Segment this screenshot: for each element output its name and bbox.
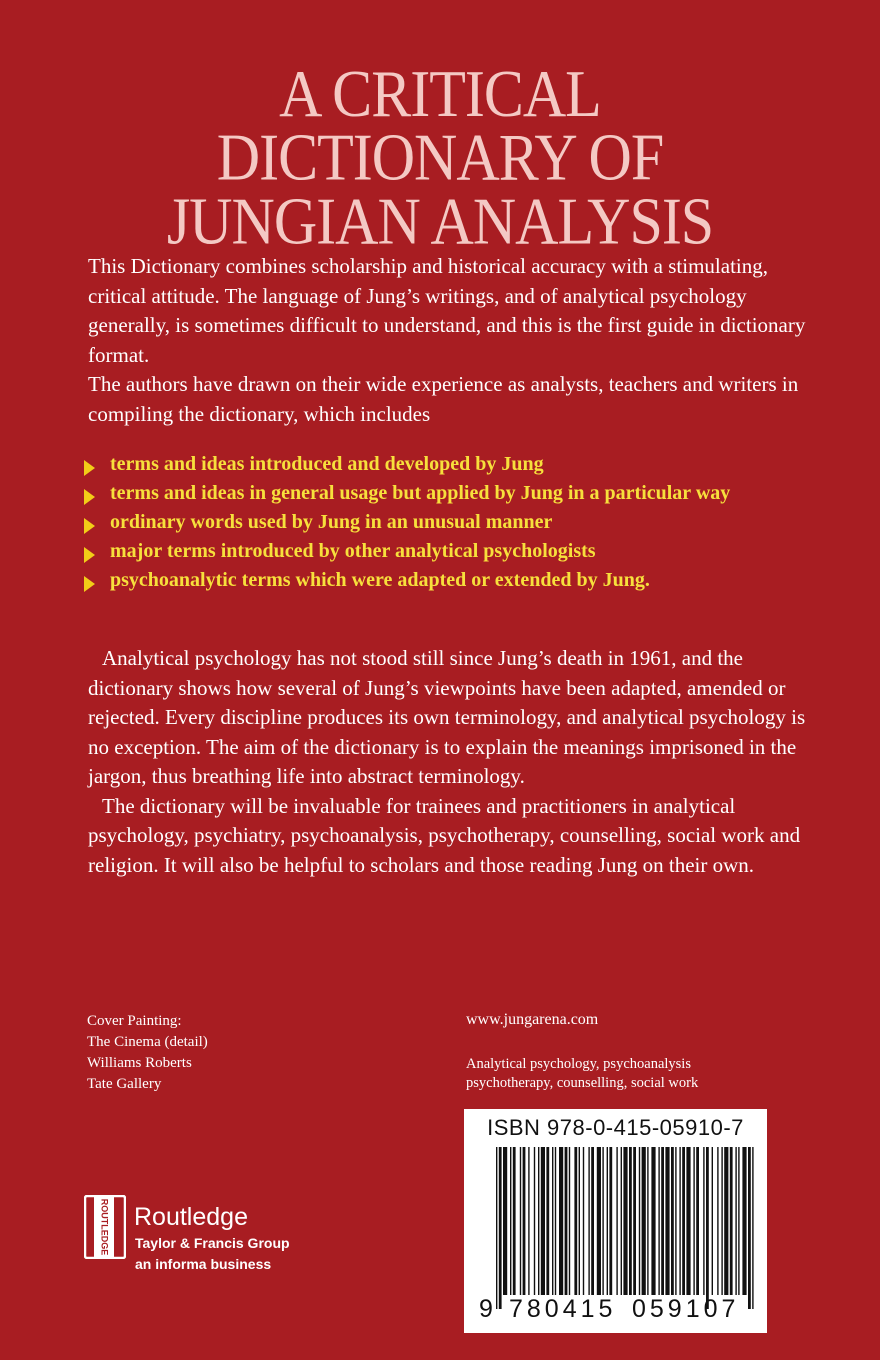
barcode-bar [621,1147,622,1295]
barcode-bar [569,1147,570,1295]
barcode-bar [499,1147,502,1309]
barcode-bar [651,1147,655,1295]
list-item-text: major terms introduced by other analytical psychologists [110,540,596,562]
subject-line-2: psychotherapy, counselling, social work [466,1075,699,1091]
barcode-bar [639,1147,640,1295]
barcode-bar [706,1147,709,1309]
list-item [84,508,804,537]
book-title [0,56,880,258]
barcode-bar [717,1147,718,1295]
barcode-bar [510,1147,511,1295]
subject-line-1: Analytical psychology, psychoanalysis [466,1056,691,1072]
barcode-bar [555,1147,556,1295]
barcode-bar [742,1147,746,1295]
routledge-vertical-mark: ROUTLEDGE [99,1198,110,1256]
barcode-bar [574,1147,577,1295]
barcode-bar [647,1147,648,1295]
barcode-bar [546,1147,549,1295]
barcode-bar [724,1147,728,1295]
routledge-logo-icon [84,1195,126,1259]
barcode-bar [538,1147,539,1295]
barcode-bar [748,1147,751,1309]
intro-text [88,252,808,429]
barcode-first-digit: 9 [479,1295,493,1323]
barcode-bar [752,1147,753,1309]
barcode-bar [503,1147,507,1295]
list-item-text: psychoanalytic terms which were adapted or extended by Jung. [110,569,650,591]
barcode-bar [665,1147,669,1295]
subject-categories [466,1055,698,1093]
list-item-text: terms and ideas introduced and developed by Jung [110,453,544,475]
barcode-bar [671,1147,674,1295]
barcode-bar [552,1147,553,1295]
barcode-group-1: 780415 [509,1295,617,1323]
barcode-bar [559,1147,563,1295]
barcode-bar [602,1147,603,1295]
list-item-text: ordinary words used by Jung in an unusual manner [110,511,553,533]
barcode-bar [721,1147,722,1295]
list-item [84,450,804,479]
list-item [84,479,804,508]
barcode-bar [682,1147,685,1295]
publisher-tagline: an informa business [135,1256,272,1272]
isbn-barcode [464,1109,767,1333]
barcode-bar [675,1147,676,1295]
cover-credit-label: Cover Painting: [87,1013,182,1029]
triangle-bullet-icon [84,576,95,592]
barcode-bar [693,1147,694,1295]
cover-credit-work: The Cinema (detail) [87,1034,208,1050]
barcode-bar [583,1147,584,1295]
triangle-bullet-icon [84,489,95,505]
included-terms-list [84,450,804,595]
triangle-bullet-icon [84,518,95,534]
triangle-bullet-icon [84,547,95,563]
triangle-bullet-icon [84,460,95,476]
barcode-bar [661,1147,664,1295]
cover-credit [87,1011,208,1095]
barcode-bar [703,1147,704,1295]
barcode-bar [609,1147,612,1295]
barcode-bar [616,1147,617,1295]
barcode-bar [513,1147,516,1295]
barcode-bar [633,1147,636,1295]
description-text [88,644,816,880]
barcode-bar [541,1147,545,1295]
cover-credit-artist: Williams Roberts [87,1055,192,1071]
barcode-bar [696,1147,699,1295]
barcode-bar [588,1147,589,1295]
intro-paragraph-2: The authors have drawn on their wide experience as analysts, teachers and writers in compiling the dictionary, which includes [88,372,799,426]
cover-credit-gallery: Tate Gallery [87,1076,162,1092]
barcode-bar [642,1147,646,1295]
intro-paragraph-1: This Dictionary combines scholarship and historical accuracy with a stimulating, critical attitude. The language of Jung’s writings, and of analytical psychology generally, is sometimes difficult to understand, and this is the first guide in dictionary format. [88,254,806,367]
body-paragraph-1: Analytical psychology has not stood still since Jung’s death in 1961, and the dictionary shows how several of Jung’s viewpoints have been adapted, amended or rejected. Every discipline produces its own terminology, and analytical psychology is no exception. The aim of the dictionary is to explain the meanings imprisoned in the jargon, thus breathing life into abstract terminology. [88,646,806,788]
barcode-bar [579,1147,580,1295]
website-url: www.jungarena.com [466,1011,599,1028]
barcode-bar [520,1147,521,1295]
barcode-bar [730,1147,733,1295]
barcode-bar [738,1147,739,1295]
barcode-bar [523,1147,526,1295]
barcode-group-2: 059107 [632,1295,740,1323]
title-line-1: A CRITICAL [279,56,601,131]
barcode-bar [679,1147,680,1295]
barcode-bar [712,1147,713,1295]
publisher-group: Taylor & Francis Group [135,1235,290,1251]
barcode-bar [534,1147,535,1295]
isbn-label: ISBN 978-0-415-05910-7 [487,1115,744,1140]
title-line-3: JUNGIAN ANALYSIS [166,184,714,258]
publisher-logo [84,1195,290,1275]
list-item [84,537,804,566]
barcode-bar [607,1147,608,1295]
barcode-bar [496,1147,497,1309]
publisher-name: Routledge [134,1203,248,1231]
title-line-2: DICTIONARY OF [216,120,664,195]
list-item [84,566,804,595]
barcode-bar [686,1147,690,1295]
barcode-bar [528,1147,529,1295]
barcode-bar [658,1147,659,1295]
barcode-bar [629,1147,632,1295]
barcode-bar [591,1147,594,1295]
barcode-bar [735,1147,736,1295]
barcode-bar [597,1147,601,1295]
body-paragraph-2: The dictionary will be invaluable for trainees and practitioners in analytical psychology, psychiatry, psychoanalysis, psychotherapy, counselling, social work and religion. It will also be helpful to scholars and those reading Jung on their own. [88,793,801,877]
list-item-text: terms and ideas in general usage but applied by Jung in a particular way [110,482,731,504]
barcode-bar [623,1147,627,1295]
barcode-bar [565,1147,568,1295]
